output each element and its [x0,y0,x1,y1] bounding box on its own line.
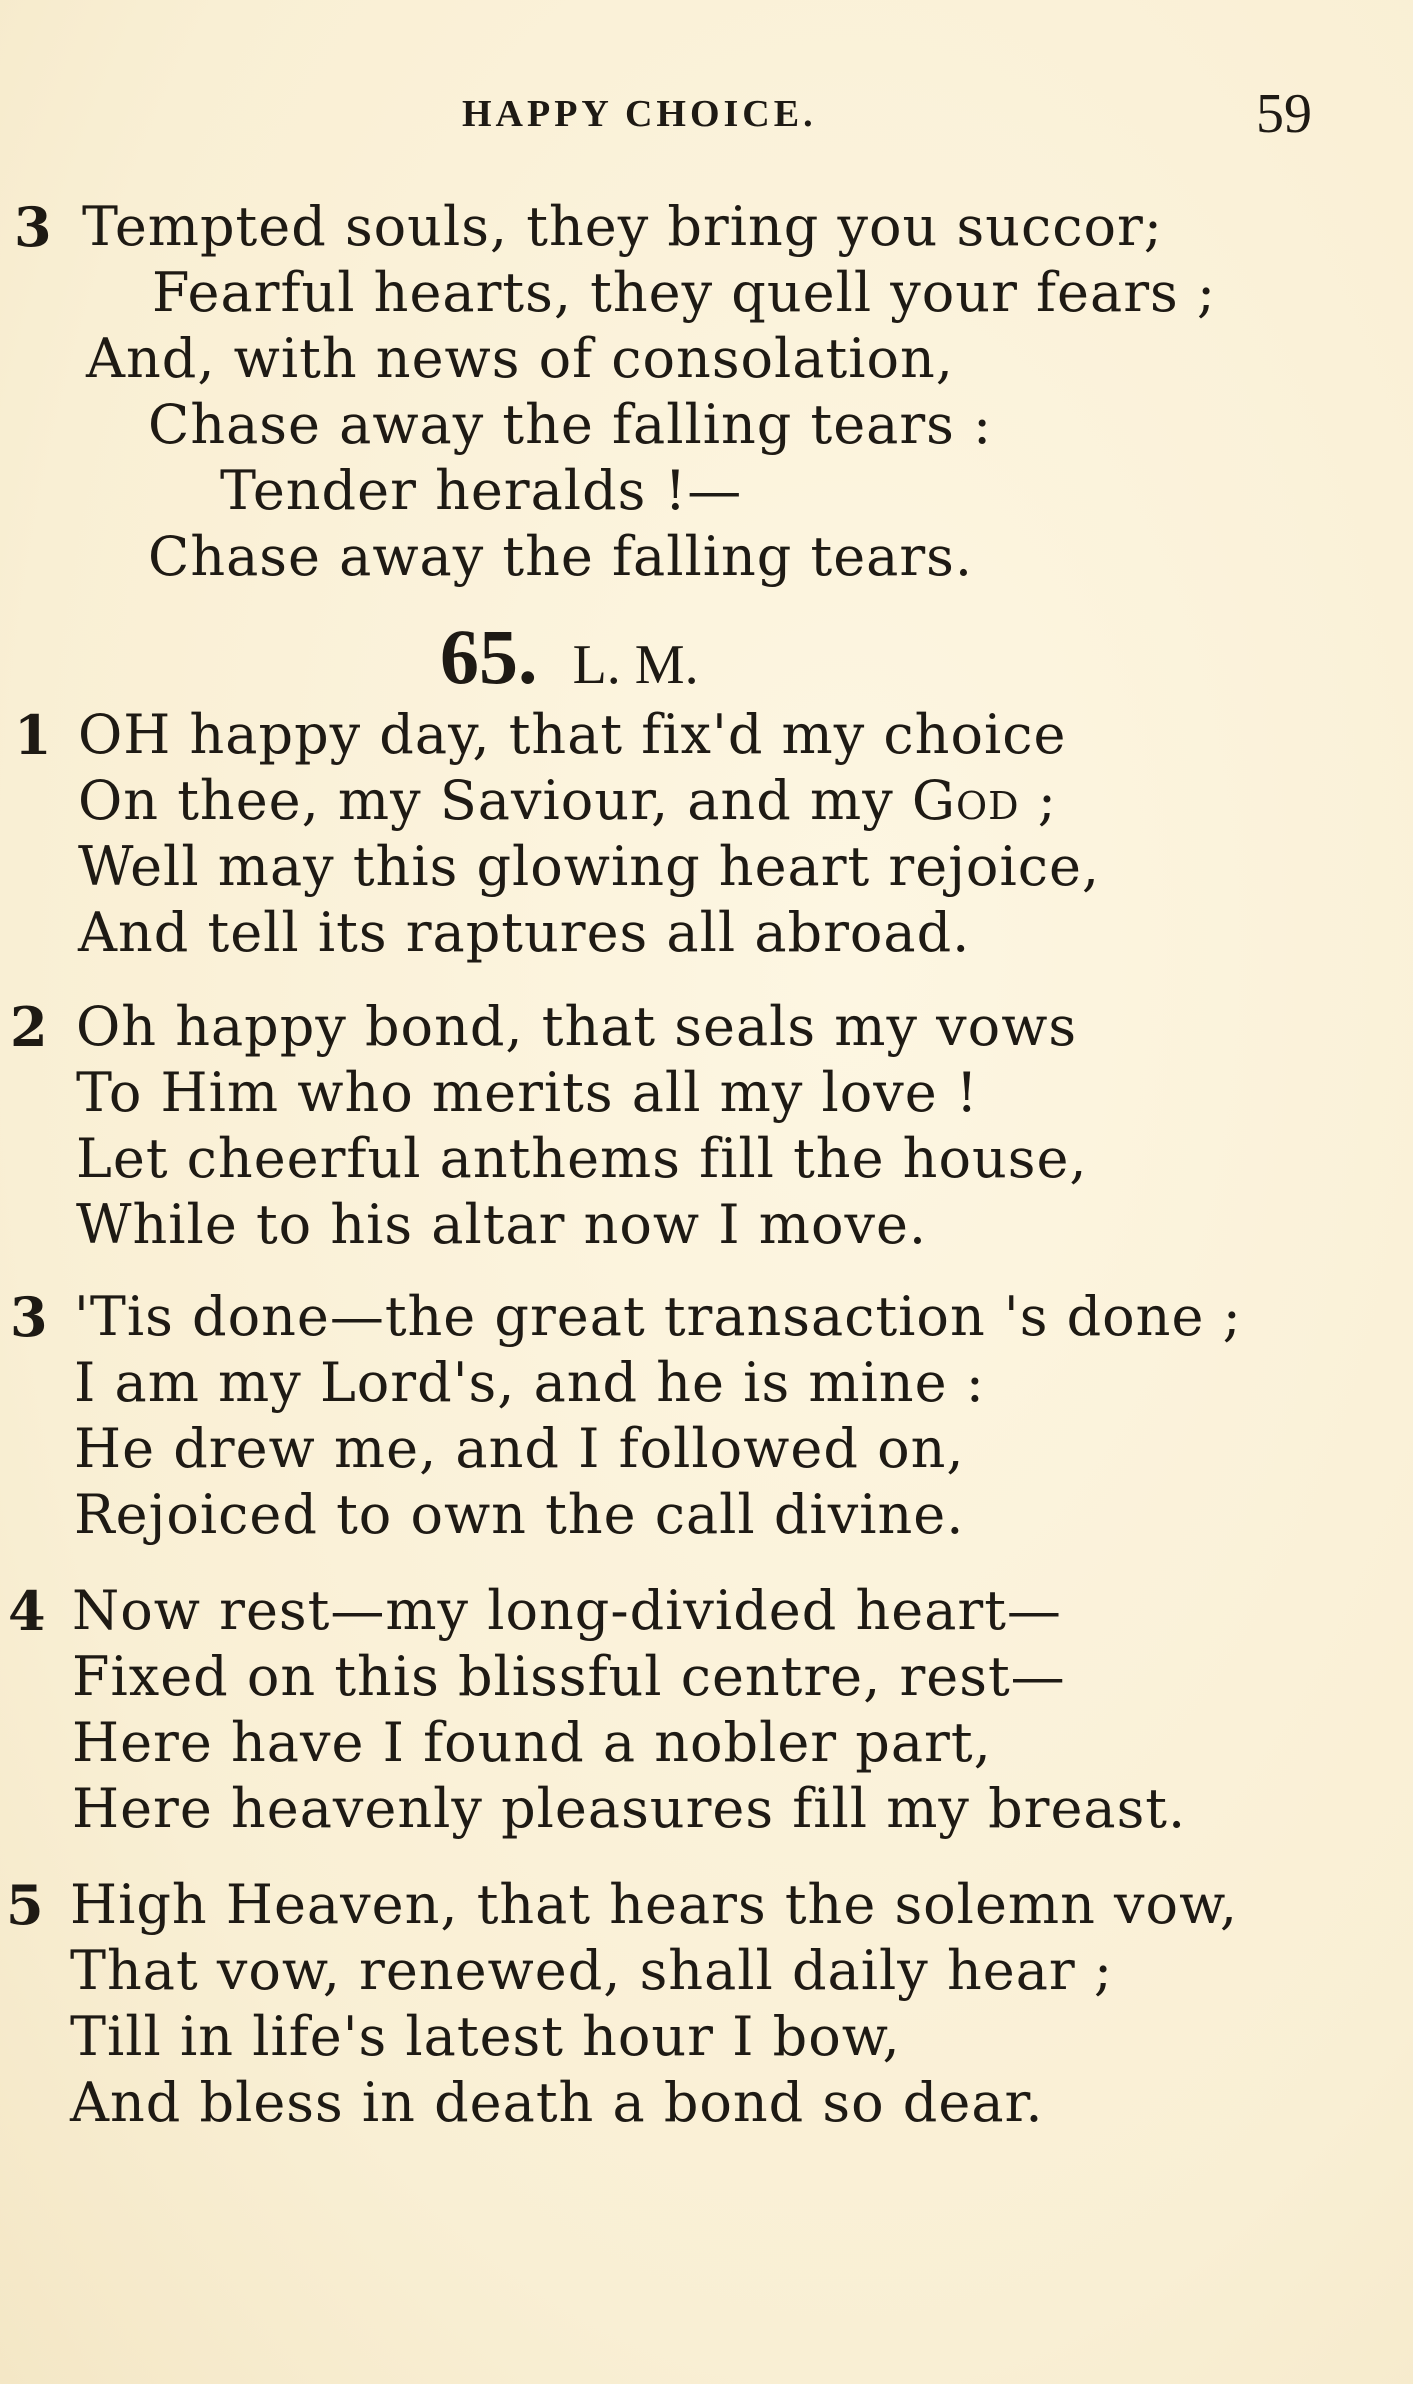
verse-line-text: On thee, my Saviour, and my [78,769,912,832]
verse-line: Chase away the falling tears : [148,393,993,456]
verse-line: And tell its raptures all abroad. [78,901,971,964]
verse-line: That vow, renewed, shall daily hear ; [70,1939,1114,2002]
line-punctuation: ; [1019,769,1057,832]
verse-line: And bless in death a bond so dear. [70,2071,1044,2134]
verse-line: Chase away the falling tears. [148,525,974,588]
verse-number: 3 [10,1285,48,1349]
verse-line: To Him who merits all my love ! [76,1061,979,1124]
verse-line: I am my Lord's, and he is mine : [74,1351,985,1414]
verse-line: Let cheerful anthems fill the house, [76,1127,1088,1190]
verse-line: And, with news of consolation, [86,327,954,390]
verse-line: Here heavenly pleasures fill my breast. [72,1777,1187,1840]
verse-number: 5 [6,1873,44,1937]
verse-line: Fearful hearts, they quell your fears ; [152,261,1217,324]
verse-line: Tender heralds !— [220,459,743,522]
divine-name: God [911,769,1020,832]
verse-line: Now rest—my long-divided heart— [72,1579,1062,1642]
verse-line: Oh happy bond, that seals my vows [76,995,1078,1058]
verse-line: Tempted souls, they bring you succor; [82,195,1163,258]
hymn-heading [440,612,699,702]
hymn-meter: L. M. [572,634,699,696]
verse-line: Here have I found a nobler part, [72,1711,992,1774]
verse-line: He drew me, and I followed on, [74,1417,965,1480]
verse-line [78,769,1057,832]
verse-number: 4 [8,1579,46,1643]
verse-line: While to his altar now I move. [76,1193,928,1256]
hymn-number: 65. [440,613,538,700]
verse-line: Fixed on this blissful centre, rest— [72,1645,1066,1708]
verse-number: 2 [10,995,48,1059]
page-number: 59 [1256,83,1312,145]
verse-line: High Heaven, that hears the solemn vow, [70,1873,1239,1936]
verse-line: Till in life's latest hour I bow, [70,2005,901,2068]
verse-line: Well may this glowing heart rejoice, [78,835,1101,898]
verse-number: 1 [14,703,52,767]
verse-line: Rejoiced to own the call divine. [74,1483,965,1546]
running-head: HAPPY CHOICE. [462,93,817,135]
verse-line: OH happy day, that fix'd my choice [78,703,1067,766]
verse-number: 3 [14,195,52,259]
verse-line: 'Tis done—the great transaction 's done ; [74,1285,1242,1348]
